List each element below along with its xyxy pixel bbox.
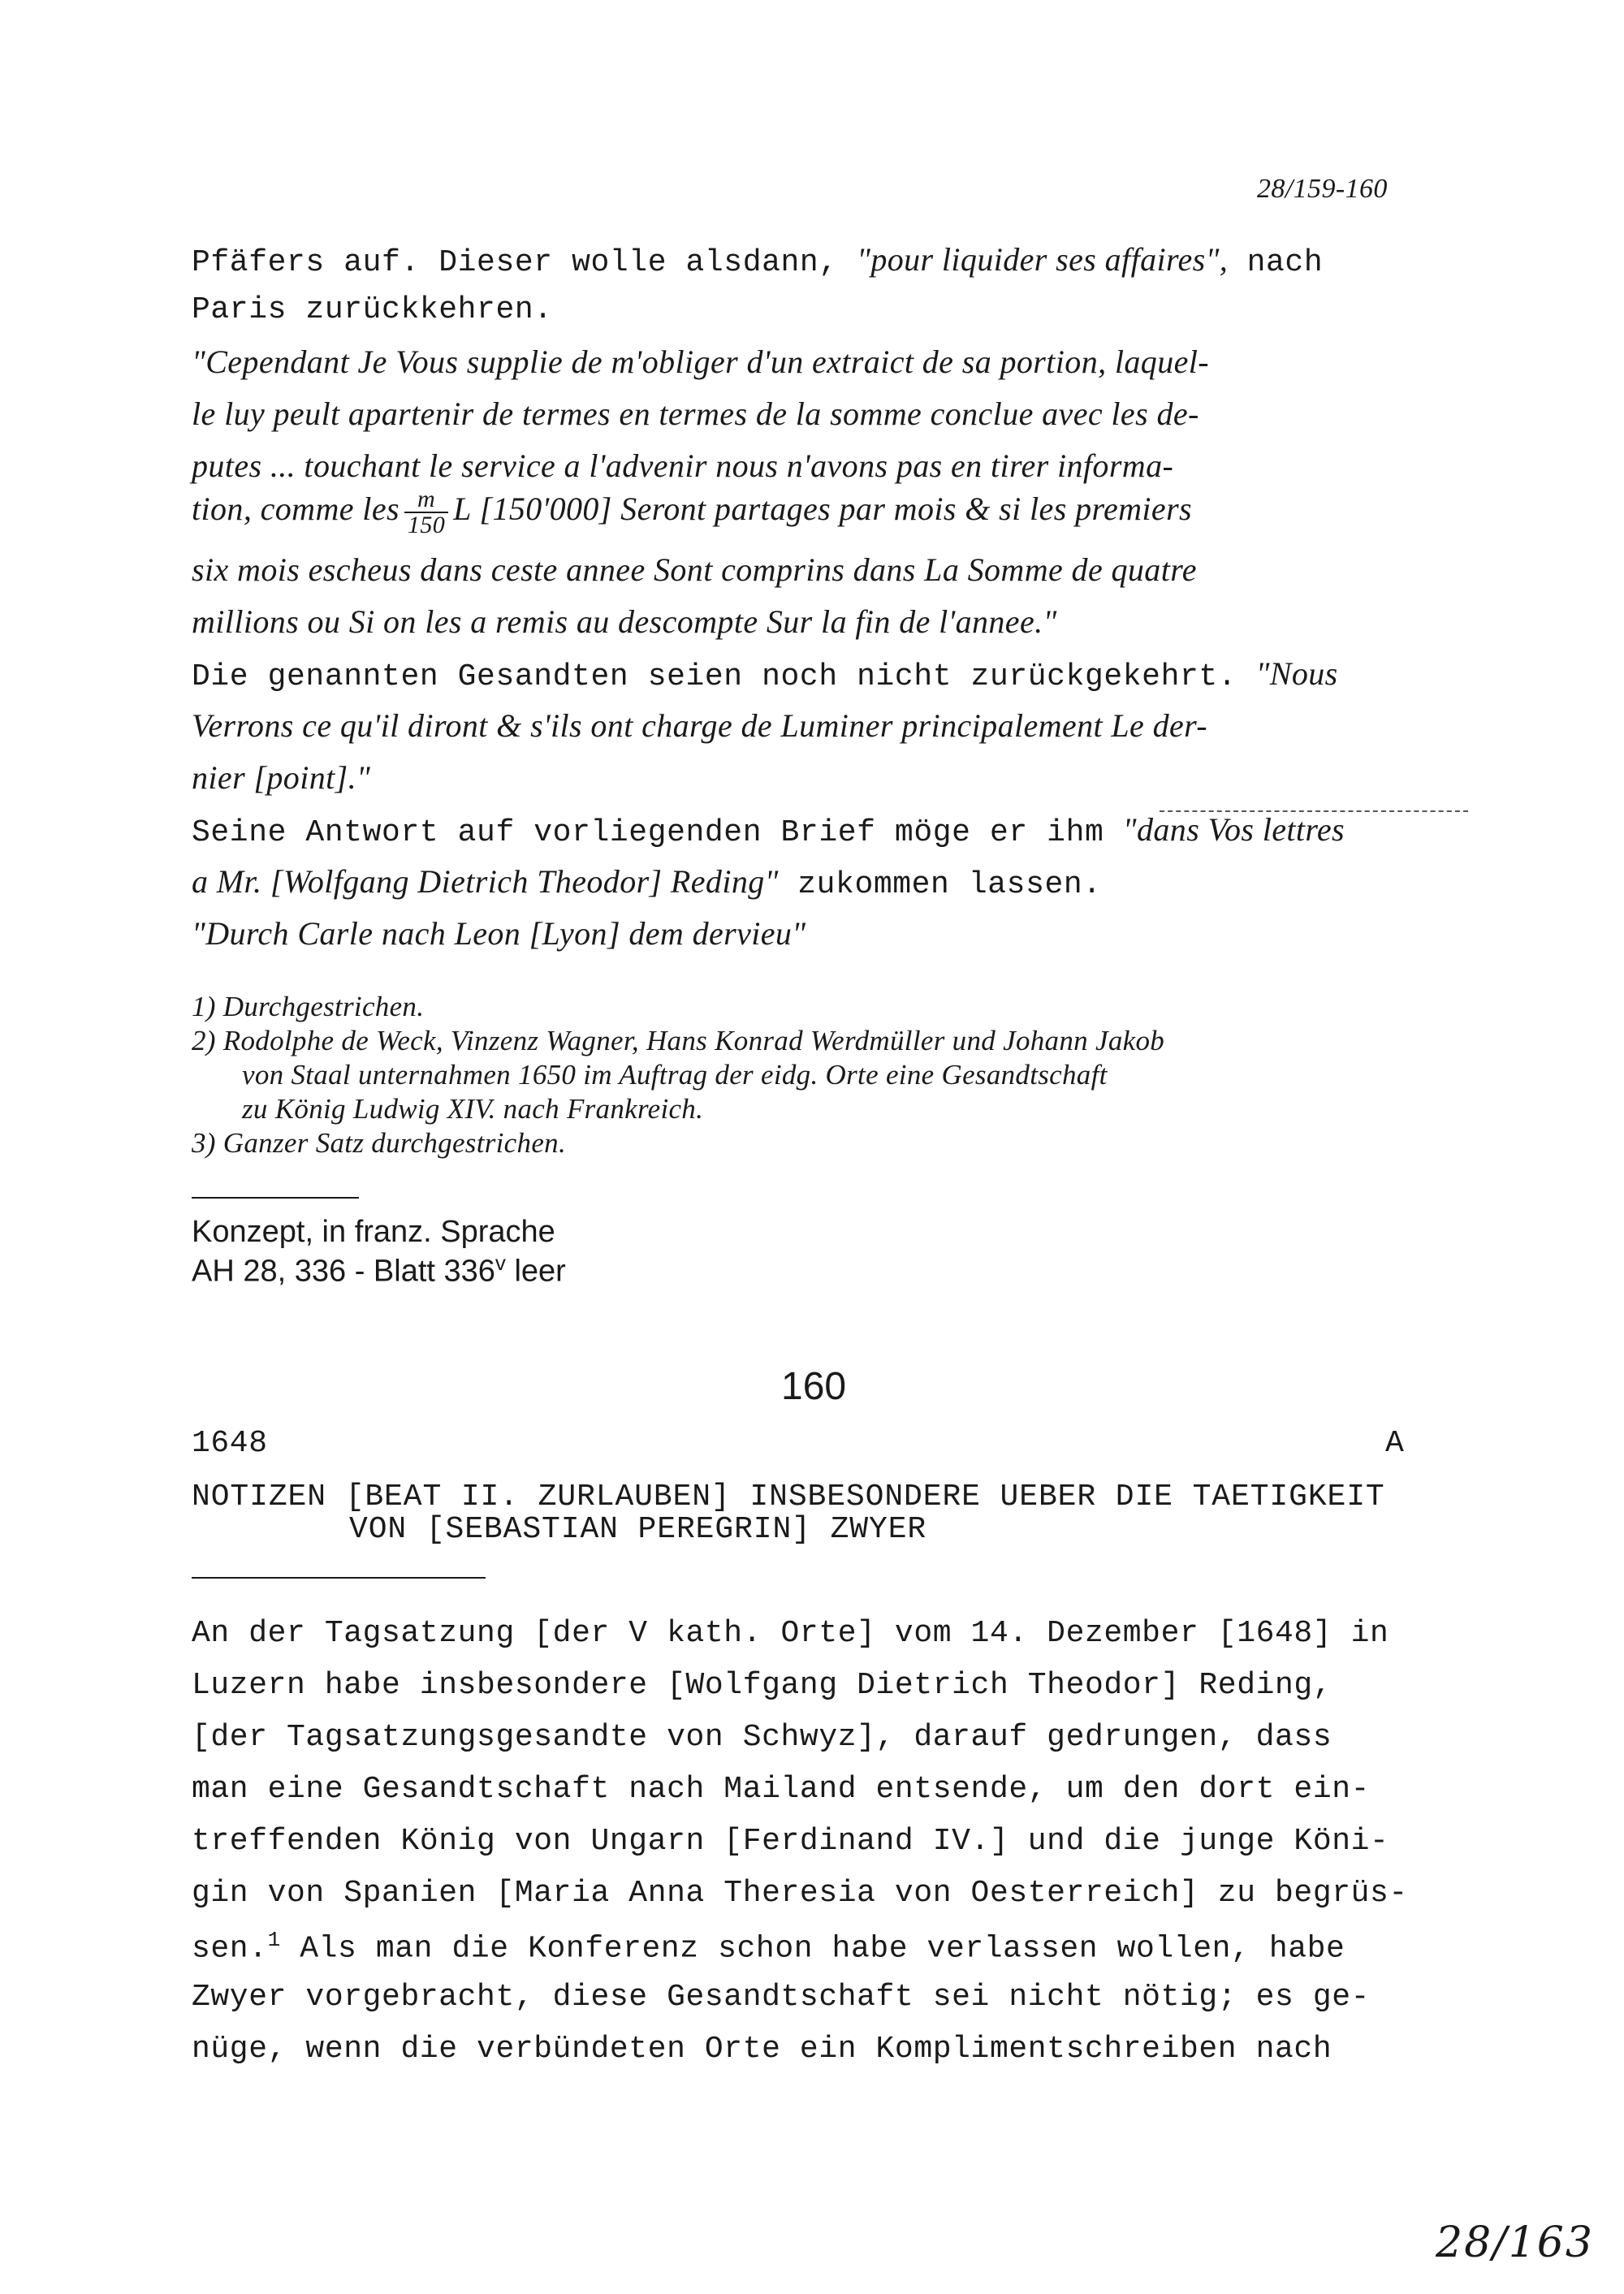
document-letter: A bbox=[1385, 1426, 1404, 1461]
page-reference: 28/159-160 bbox=[1257, 174, 1388, 204]
document-number: 160 bbox=[781, 1365, 847, 1408]
body-line: nüge, wenn die verbündeten Orte ein Komplimentschreiben nach bbox=[192, 2032, 1332, 2067]
text-line: a Mr. [Wolfgang Dietrich Theodor] Reding" zukommen lassen. bbox=[192, 863, 1102, 902]
quote-line: nier [point]." bbox=[192, 759, 371, 796]
divider-rule bbox=[192, 1197, 359, 1199]
text-line: Paris zurückkehren. bbox=[192, 292, 553, 327]
document-title: NOTIZEN [BEAT II. ZURLAUBEN] INSBESONDERE UEBER DIE TAETIGKEIT bbox=[192, 1480, 1385, 1514]
body-line: [der Tagsatzungsgesandte von Schwyz], darauf gedrungen, dass bbox=[192, 1720, 1332, 1755]
body-line: Luzern habe insbesondere [Wolfgang Dietrich Theodor] Reding, bbox=[192, 1668, 1332, 1703]
body-line: man eine Gesandtschaft nach Mailand entsende, um den dort ein- bbox=[192, 1772, 1371, 1807]
footnote: 3) Ganzer Satz durchgestrichen. bbox=[192, 1127, 567, 1159]
quote-line: "Durch Carle nach Leon [Lyon] dem dervieu" bbox=[192, 915, 806, 952]
fraction-numerator: m bbox=[417, 486, 436, 512]
archive-reference: AH 28, 336 - Blatt 336$^v$ leer bbox=[192, 1251, 566, 1289]
footnote: 2) Rodolphe de Weck, Vinzenz Wagner, Hans Konrad Werdmüller und Johann Jakob bbox=[192, 1025, 1165, 1056]
body-line: Zwyer vorgebracht, diese Gesandtschaft sei nicht nötig; es ge- bbox=[192, 1980, 1371, 2015]
source-note: Konzept, in franz. Sprache bbox=[192, 1215, 555, 1249]
footnote: 1) Durchgestrichen. bbox=[192, 991, 425, 1022]
body-line: An der Tagsatzung [der V kath. Orte] vom 14. Dezember [1648] in bbox=[192, 1616, 1389, 1651]
quote-line: six mois escheus dans ceste annee Sont comprins dans La Somme de quatre bbox=[192, 551, 1197, 588]
body-line: sen.$^1$ Als man die Konferenz schon habe verlassen wollen, habe bbox=[192, 1928, 1345, 1967]
strike-mark bbox=[1160, 810, 1468, 812]
quote-line: millions ou Si on les a remis au descompte Sur la fin de l'annee." bbox=[192, 603, 1057, 640]
title-underline bbox=[192, 1577, 486, 1579]
body-line: treffenden König von Ungarn [Ferdinand IV.] und die junge Köni- bbox=[192, 1824, 1389, 1859]
document-year: 1648 bbox=[192, 1426, 268, 1461]
text-line: Pfäfers auf. Dieser wolle alsdann, "pour liquider ses affaires", nach bbox=[192, 241, 1324, 280]
quote-line: "Cependant Je Vous supplie de m'obliger d'un extraict de sa portion, laquel- bbox=[192, 343, 1209, 380]
quote-line: Verrons ce qu'il diront & s'ils ont charge de Luminer principalement Le der- bbox=[192, 707, 1208, 744]
footnote-continued: zu König Ludwig XIV. nach Frankreich. bbox=[242, 1093, 704, 1125]
document-title-continued: VON [SEBASTIAN PEREGRIN] ZWYER bbox=[349, 1512, 927, 1547]
quote-line: putes ... touchant le service a l'advenir nous n'avons pas en tirer informa- bbox=[192, 447, 1174, 484]
quote-line-fraction: tion, comme les $\frac{m}{150}$ L [150'000] Seront partages par mois & si les premiers bbox=[192, 486, 1192, 538]
quote-line: le luy peult apartenir de termes en termes de la somme conclue avec les de- bbox=[192, 395, 1199, 432]
fraction-denominator: 150 bbox=[404, 512, 448, 538]
body-line: gin von Spanien [Maria Anna Theresia von Oesterreich] zu begrüs- bbox=[192, 1876, 1408, 1911]
text-line: Die genannten Gesandten seien noch nicht zurückgekehrt. "Nous bbox=[192, 655, 1338, 694]
fraction bbox=[404, 487, 448, 538]
handwritten-archive-stamp: 28/163 bbox=[1436, 2218, 1594, 2267]
footnote-continued: von Staal unternahmen 1650 im Auftrag der eidg. Orte eine Gesandtschaft bbox=[242, 1059, 1108, 1091]
text-line: Seine Antwort auf vorliegenden Brief möge er ihm "dans Vos lettres bbox=[192, 811, 1345, 850]
